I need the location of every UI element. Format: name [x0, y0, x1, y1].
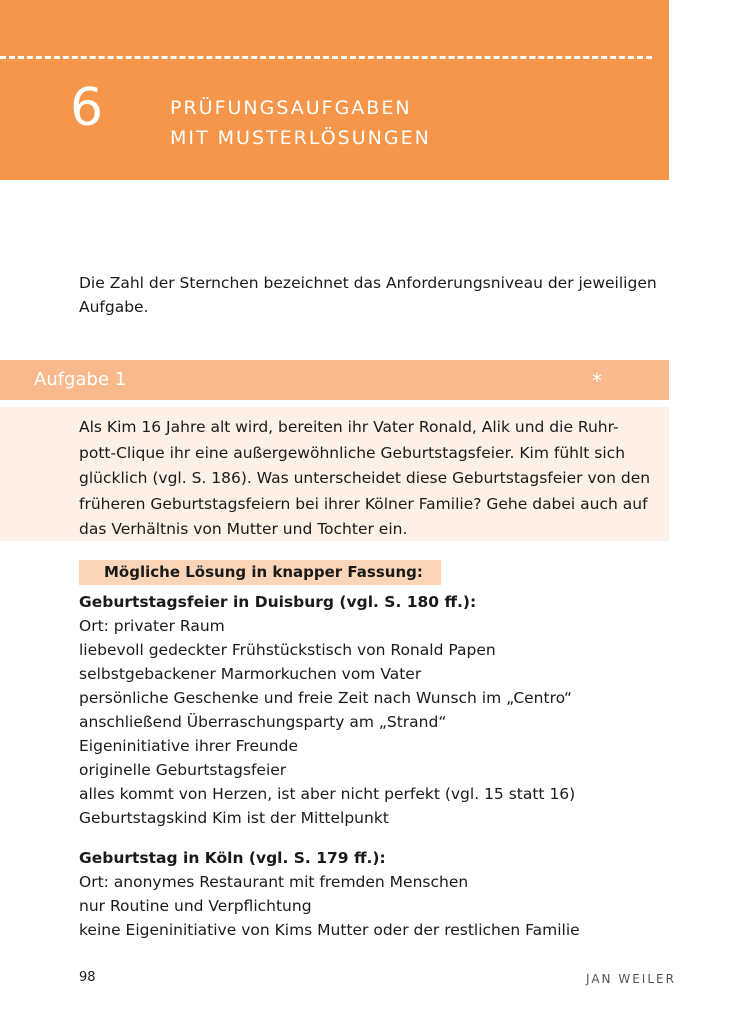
list-item: Eigeninitiative ihrer Freunde	[79, 737, 299, 755]
task-box	[0, 407, 669, 541]
section-heading: Geburtstagsfeier in Duisburg (vgl. S. 180 ff.):	[79, 593, 477, 611]
intro-text: Die Zahl der Sternchen bezeichnet das Anforderungsniveau der jeweiligen Aufgabe.	[79, 274, 657, 316]
task-line: früheren Geburtstagsfeiern bei ihrer Kölner Familie? Gehe dabei auch auf	[79, 494, 648, 513]
solution-section-duisburg	[79, 590, 575, 830]
list-item: liebevoll gedeckter Frühstückstisch von Ronald Papen	[79, 641, 496, 659]
task-line: das Verhältnis von Mutter und Tochter ein.	[79, 520, 408, 538]
task-text	[79, 415, 659, 543]
chapter-title-line-1: PRÜFUNGSAUFGABEN	[170, 97, 412, 119]
page-number: 98	[79, 970, 96, 985]
dashed-divider	[0, 56, 652, 59]
task-line: Als Kim 16 Jahre alt wird, bereiten ihr Vater Ronald, Alik und die Ruhr-	[79, 418, 619, 436]
task-line: glücklich (vgl. S. 186). Was unterscheidet diese Geburtstagsfeier von den	[79, 469, 651, 487]
solution-section-koeln	[79, 846, 580, 942]
chapter-title-line-2: MIT MUSTERLÖSUNGEN	[170, 127, 431, 149]
list-item: anschließend Überraschungsparty am „Strand“	[79, 713, 447, 731]
difficulty-star-icon: *	[592, 369, 602, 393]
list-item: selbstgebackener Marmorkuchen vom Vater	[79, 665, 422, 683]
chapter-title	[170, 93, 431, 153]
solution-label-box	[79, 560, 441, 585]
chapter-header	[0, 0, 669, 180]
list-item: Ort: anonymes Restaurant mit fremden Menschen	[79, 873, 469, 891]
solution-label: Mögliche Lösung in knapper Fassung:	[104, 563, 423, 581]
list-item: originelle Geburtstagsfeier	[79, 761, 287, 779]
section-heading: Geburtstag in Köln (vgl. S. 179 ff.):	[79, 849, 386, 867]
list-item: Ort: privater Raum	[79, 617, 225, 635]
running-footer-author: JAN WEILER	[586, 972, 676, 986]
list-item: keine Eigeninitiative von Kims Mutter oder der restlichen Familie	[79, 921, 580, 939]
task-line: pott-Clique ihr eine außergewöhnliche Geburtstagsfeier. Kim fühlt sich	[79, 443, 626, 462]
list-item: alles kommt von Herzen, ist aber nicht perfekt (vgl. 15 statt 16)	[79, 785, 576, 803]
list-item: Geburtstagskind Kim ist der Mittelpunkt	[79, 809, 389, 827]
task-heading-bar	[0, 360, 669, 400]
list-item: persönliche Geschenke und freie Zeit nach Wunsch im „Centro“	[79, 689, 572, 707]
task-label: Aufgabe 1	[34, 369, 127, 390]
chapter-number: 6	[70, 78, 104, 138]
list-item: nur Routine und Verpflichtung	[79, 897, 312, 915]
